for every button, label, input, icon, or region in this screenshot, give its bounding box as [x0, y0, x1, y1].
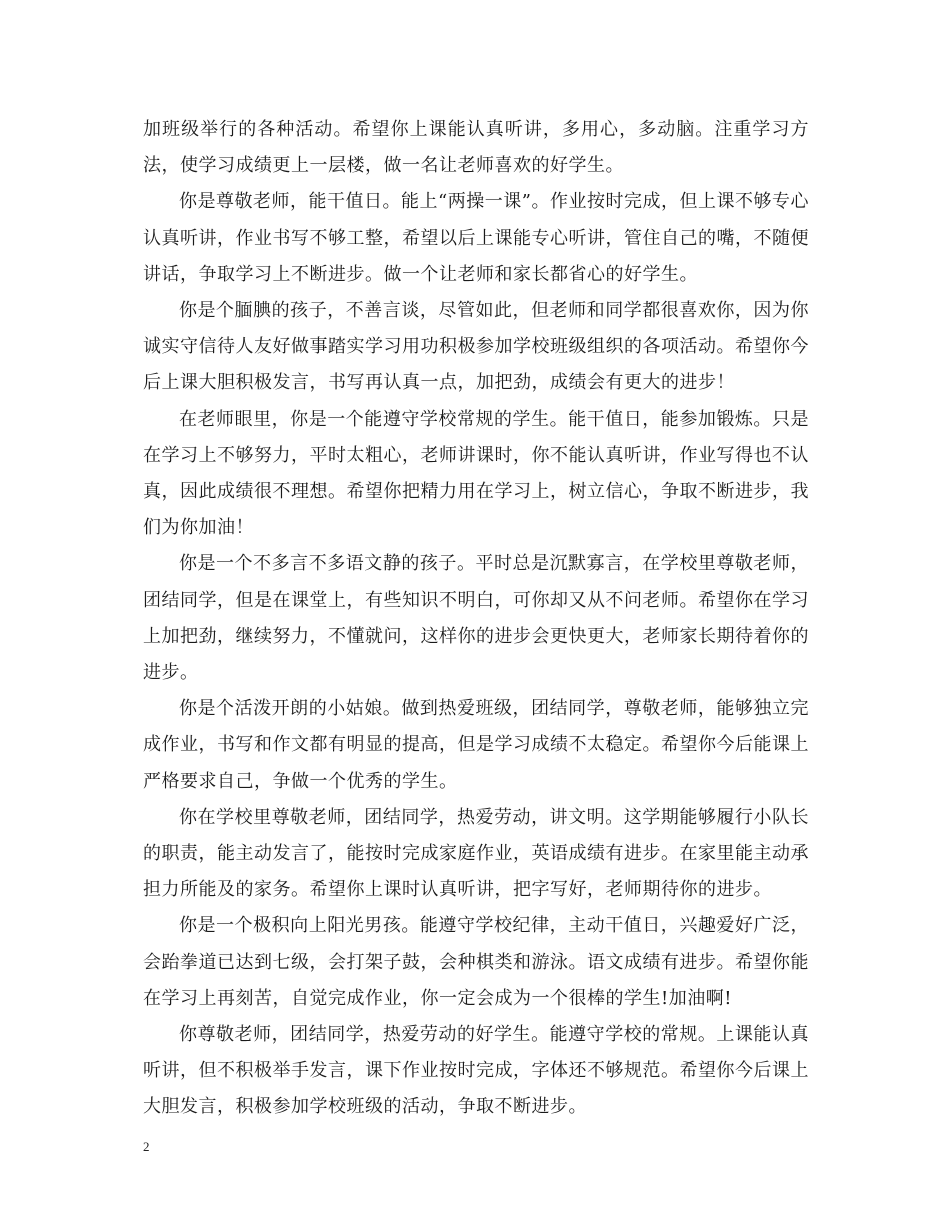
paragraph: 你是一个不多言不多语文静的孩子。平时总是沉默寡言，在学校里尊敬老师，团结同学，但是在课堂上，有些知识不明白，可你却又从不问老师。希望你在学习上加把劲，继续努力，不懂就问，这样你的进步会更快更大，老师家长期待着你的进步。: [143, 553, 809, 684]
paragraph: 你是个活泼开朗的小姑娘。做到热爱班级，团结同学，尊敬老师，能够独立完成作业，书写和作文都有明显的提高，但是学习成绩不太稳定。希望你今后能课上严格要求自己，争做一个优秀的学生。: [143, 698, 809, 792]
paragraph: 你在学校里尊敬老师，团结同学，热爱劳动，讲文明。这学期能够履行小队长的职责，能主动发言了，能按时完成家庭作业，英语成绩有进步。在家里能主动承担力所能及的家务。希望你上课时认真听讲，把字写好，老师期待你的进步。: [143, 806, 809, 901]
paragraph: 你是尊敬老师，能干值日。能上“两操一课”。作业按时完成，但上课不够专心认真听讲，作业书写不够工整，希望以后上课能专心听讲，管住自己的嘴，不随便讲话，争取学习上不断进步。做一个让老师和家长都省心的好学生。: [143, 191, 809, 285]
paragraph-continued: 加班级举行的各种活动。希望你上课能认真听讲，多用心，多动脑。注重学习方法，使学习成绩更上一层楼，做一名让老师喜欢的好学生。: [143, 119, 809, 177]
paragraph: 你是一个极积向上阳光男孩。能遵守学校纪律，主动干值日，兴趣爱好广泛，会跆拳道已达到七级，会打架子鼓，会种棋类和游泳。语文成绩有进步。希望你能在学习上再刻苦，自觉完成作业，你一定会成为一个很棒的学生!加油啊!: [143, 915, 809, 1009]
paragraph: 你尊敬老师，团结同学，热爱劳动的好学生。能遵守学校的常规。上课能认真听讲，但不积极举手发言，课下作业按时完成，字体还不够规范。希望你今后课上大胆发言，积极参加学校班级的活动，争取不断进步。: [143, 1024, 809, 1118]
paragraph: 你是个腼腆的孩子，不善言谈，尽管如此，但老师和同学都很喜欢你，因为你诚实守信待人友好做事踏实学习用功积极参加学校班级组织的各项活动。希望你今后上课大胆积极发言，书写再认真一点，加把劲，成绩会有更大的进步！: [143, 300, 809, 394]
page-number: 2: [143, 1139, 150, 1154]
paragraph: 在老师眼里，你是一个能遵守学校常规的学生。能干值日，能参加锻炼。只是在学习上不够努力，平时太粗心，老师讲课时，你不能认真听讲，作业写得也不认真，因此成绩很不理想。希望你把精力用在学习上，树立信心，争取不断进步，我们为你加油！: [143, 408, 809, 539]
document-body: [143, 112, 809, 1126]
